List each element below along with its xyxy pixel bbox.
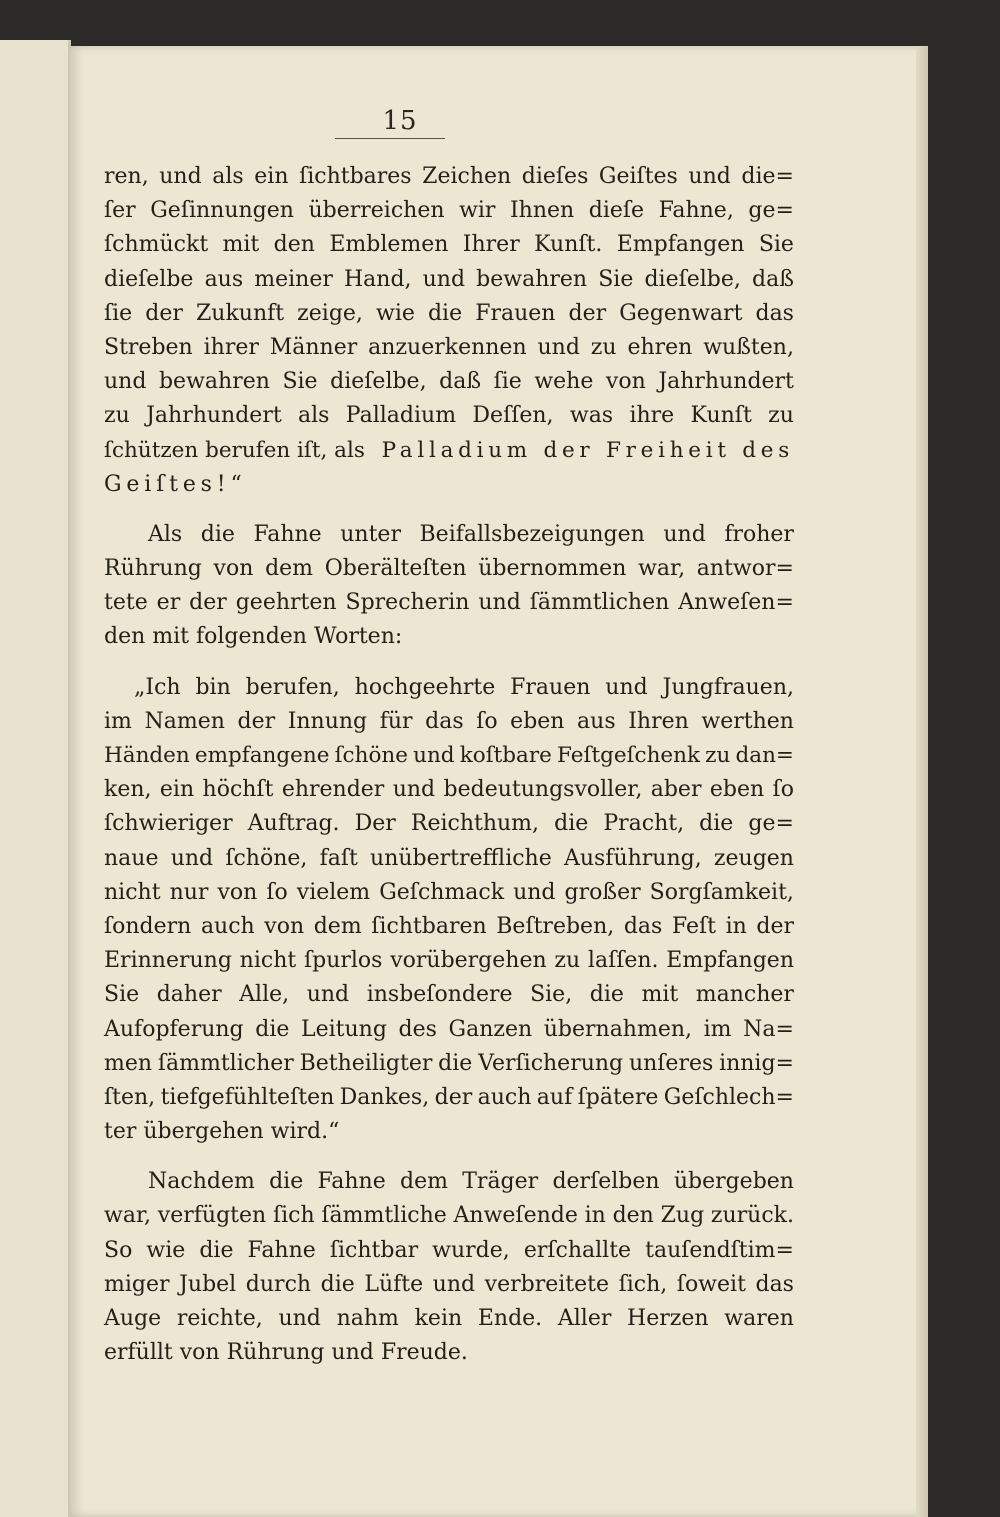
text-line: miger Jubel durch die Lüfte und verbreitete ſich, ſoweit das [104, 1271, 794, 1297]
text-line: Rührung von dem Oberälteſten übernommen war, antwor= [104, 556, 794, 582]
page-edge [916, 46, 928, 1517]
text-line: ter übergehen wird.“ [104, 1119, 340, 1145]
text-line: war, verfügten ſich ſämmtliche Anweſende in den Zug zurück. [104, 1203, 794, 1229]
text-line: ſchmückt mit den Emblemen Ihrer Kunſt. Empfangen Sie [104, 232, 794, 258]
text-line: Erinnerung nicht ſpurlos vorübergehen zu laſſen. Empfangen [104, 948, 794, 974]
text-line: tete er der geehrten Sprecherin und ſämmtlichen Anweſen= [104, 590, 794, 616]
text-line: men ſämmtlicher Betheiligter die Verſicherung unſeres innig= [104, 1050, 794, 1076]
text-line: Händen empfangene ſchöne und koſtbare Feſtgeſchenk zu dan= [104, 743, 794, 768]
text-line: ren, und als ein ſichtbares Zeichen dieſes Geiſtes und die= [104, 164, 794, 189]
text-line: naue und ſchöne, faſt unübertreffliche Ausführung, zeugen [104, 845, 794, 871]
text-line: ſchwieriger Auftrag. Der Reichthum, die Pracht, die ge= [104, 811, 794, 837]
text-line: Auge reichte, und nahm kein Ende. Aller Herzen waren [104, 1306, 794, 1331]
text-line [104, 434, 794, 468]
text-line: ſer Geſinnungen überreichen wir Ihnen dieſe Fahne, ge= [104, 198, 794, 224]
text-line: „Ich bin berufen, hochgeehrte Frauen und Jungfrauen, [134, 674, 794, 700]
text-line: ſondern auch von dem ſichtbaren Beſtreben, das Feſt in der [104, 913, 794, 939]
text-line: nicht nur von ſo vielem Geſchmack und großer Sorgſamkeit, [104, 879, 794, 905]
text-run: ſchützen berufen iſt, als [104, 437, 365, 463]
header-rule [335, 138, 445, 139]
paragraph-3 [104, 671, 794, 1150]
emphasized-text: Palladium der Freiheit des [381, 437, 794, 463]
text-line: erfüllt von Rührung und Freude. [104, 1340, 468, 1366]
facing-page-edge [0, 40, 71, 1517]
text-line: Als die Fahne unter Beifallsbezeigungen und froher [148, 521, 794, 547]
paragraph-2 [104, 518, 794, 655]
text-line: Geiſtes!“ [104, 471, 247, 497]
text-line: im Namen der Innung für das ſo eben aus Ihren werthen [104, 708, 794, 734]
page-text [104, 160, 794, 1370]
text-line: So wie die Fahne ſichtbar wurde, erſchallte tauſendſtim= [104, 1237, 794, 1263]
text-line: den mit folgenden Worten: [104, 624, 403, 650]
text-line: Streben ihrer Männer anzuerkennen und zu ehren wußten, [104, 334, 794, 360]
text-line: ſie der Zukunft zeige, wie die Frauen der Gegenwart das [104, 300, 794, 326]
text-line: Nachdem die Fahne dem Träger derſelben übergeben [148, 1169, 794, 1195]
paragraph-1 [104, 160, 794, 502]
text-line: ken, ein höchſt ehrender und bedeutungsvoller, aber eben ſo [104, 777, 794, 803]
paragraph-4 [104, 1165, 794, 1370]
page-number: 15 [382, 106, 418, 136]
text-line: ſten, tiefgefühlteſten Dankes, der auch auf ſpätere Geſchlech= [104, 1084, 794, 1110]
text-line: und bewahren Sie dieſelbe, daß ſie wehe von Jahrhundert [104, 369, 794, 395]
text-line: dieſelbe aus meiner Hand, und bewahren Sie dieſelbe, daß [104, 266, 794, 292]
text-line: Aufopferung die Leitung des Ganzen übernahmen, im Na= [104, 1016, 794, 1042]
text-line: zu Jahrhundert als Palladium Deſſen, was ihre Kunſt zu [104, 403, 794, 429]
text-line: Sie daher Alle, und insbeſondere Sie, die mit mancher [104, 982, 794, 1008]
